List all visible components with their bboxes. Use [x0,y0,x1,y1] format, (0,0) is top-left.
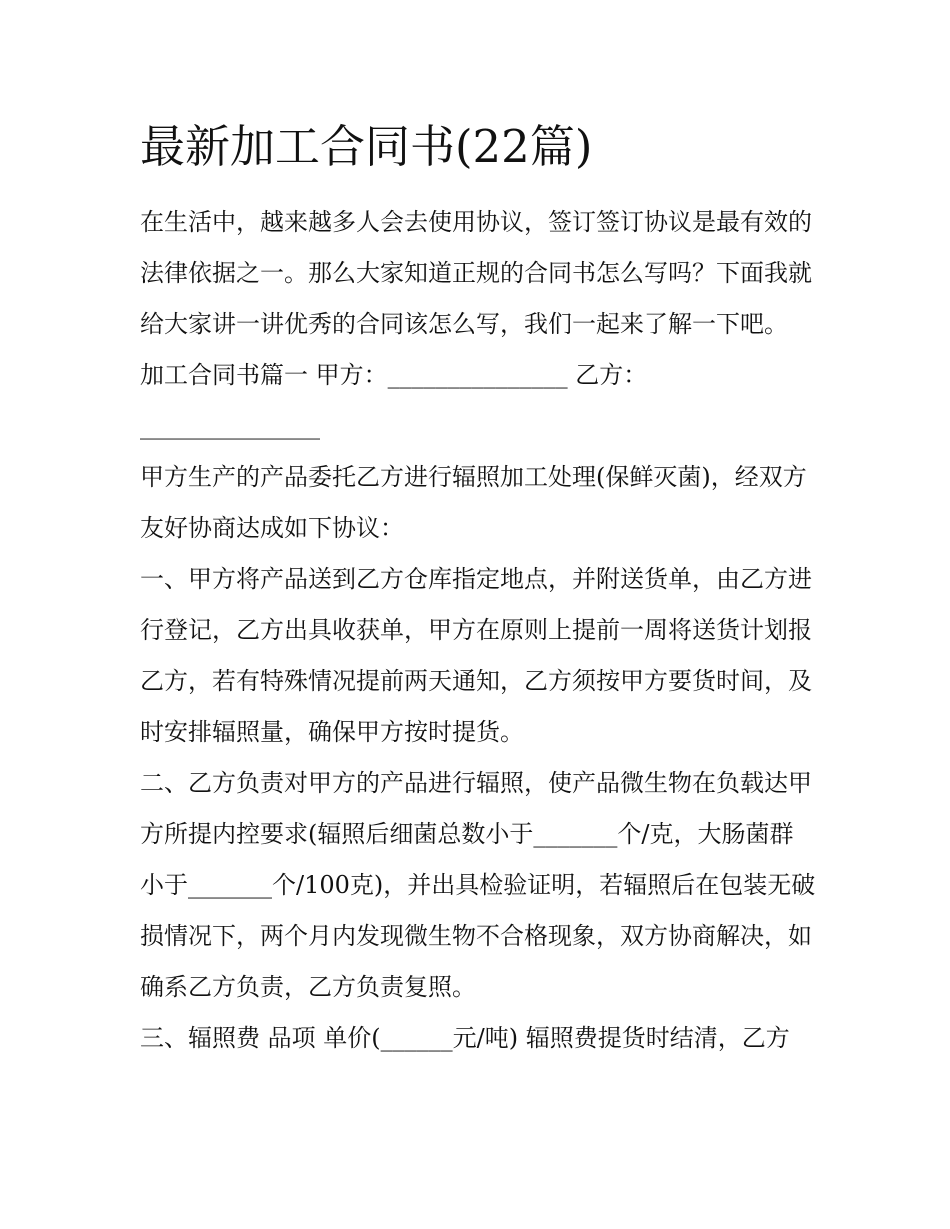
clause-two-paragraph: 二、乙方负责对甲方的产品进行辐照，使产品微生物在负载达甲方所提内控要求(辐照后细菌总数小于_______个/克，大肠菌群小于_______个/100克)，并出具检验证明，若辐照后在包装无破损情况下，两个月内发现微生物不合格现象，双方协商解决，如确系乙方负责，乙方负责复照。 [140,769,816,1001]
agreement-paragraph: 甲方生产的产品委托乙方进行辐照加工处理(保鲜灭菌)，经双方友好协商达成如下协议： [140,463,807,542]
document-title: 最新加工合同书(22篇) [140,120,593,173]
clause-one-paragraph: 一、甲方将产品送到乙方仓库指定地点，并附送货单，由乙方进行登记，乙方出具收获单，甲方在原则上提前一周将送货计划报乙方，若有特殊情况提前两天通知，乙方须按甲方要货时间，及时安排辐照量，确保甲方按时提货。 [140,565,812,746]
clause-three-paragraph: 三、辐照费 品项 单价(______元/吨) 辐照费提货时结清，乙方 [140,1024,790,1052]
parties-paragraph: 加工合同书篇一 甲方：_______________ 乙方：_______________ [140,361,648,440]
intro-paragraph: 在生活中，越来越多人会去使用协议，签订签订协议是最有效的法律依据之一。那么大家知道正规的合同书怎么写吗？下面我就给大家讲一讲优秀的合同该怎么写，我们一起来了解一下吧。 [140,208,812,338]
document-body [140,197,816,1064]
